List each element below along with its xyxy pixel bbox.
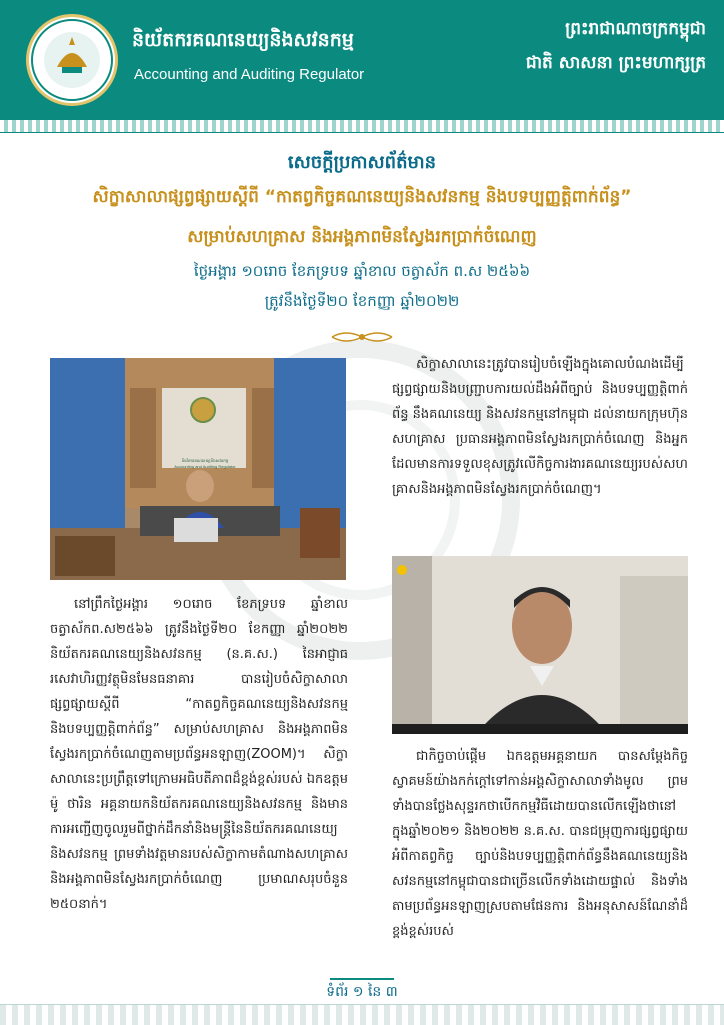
paragraph-opening-remarks: ជាកិច្ចចាប់ផ្តើម ឯកឧត្តមអគ្គនាយក បានសម្តែងកិច្ចស្វាគមន៍យ៉ាងកក់ក្តៅទៅកាន់អង្គសិក្ខាសាលាទាំងមូល ព្រមទាំងបានថ្លែងសុន្ទរកថាបើកកម្មវិធីដោយបានលើកឡើងថានៅក្នុងឆ្នាំ២០២១ និង២០២២ ន.គ.ស. បានជម្រុញការផ្សព្វផ្សាយអំពីកាតព្វកិច្ច ច្បាប់និងបទប្បញ្ញត្តិពាក់ព័ន្ធនឹងគណនេយ្យនិងសវនកម្មនៅកម្ពុជាបានជាច្រើនលើកទាំងដោយផ្ទាល់ និងទាំងតាមប្រព័ន្ធអនឡាញស្របតាមផែនការ និងអនុសាសន៍ណែនាំដ៏ខ្ពង់ខ្ពស់របស់ <box>392 749 688 939</box>
gregorian-date: ត្រូវនឹងថ្ងៃទី២០ ខែកញ្ញា ឆ្នាំ២០២២ <box>264 292 460 310</box>
paragraph-purpose: សិក្ខាសាលានេះត្រូវបានរៀបចំឡើងក្នុងគោលបំណងដើម្បីផ្សព្វផ្សាយនិងបញ្ជ្រាបការយល់ដឹងអំពីច្បាប់ និងបទប្បញ្ញត្តិពាក់ព័ន្ធ នឹងគណនេយ្យ និងសវនកម្មនៅកម្ពុជា ដល់នាយកក្រុមហ៊ុន សហគ្រាស ប្រធានអង្គភាពមិនស្វែងរកប្រាក់ចំណេញ និងអ្នកដែលមានការទទួលខុសត្រូវលើកិច្ចការងារគណនេយ្យរបស់សហគ្រាសនិងអង្គភាពមិនស្វែងរកប្រាក់ចំណេញ។ <box>392 357 688 497</box>
press-release-heading: សេចក្តីប្រកាសព័ត៌មាន <box>287 152 437 173</box>
paragraph-event-details: នៅព្រឹកថ្ងៃអង្គារ ១០រោច ខែភទ្របទ ឆ្នាំខាល ចត្វាស័កព.ស២៥៦៦ ត្រូវនឹងថ្ងៃទី២០ ខែកញ្ញា ឆ្នាំ២០២២ និយ័តករគណនេយ្យនិងសវនកម្ម (ន.គ.ស.) នៃអាជ្ញាធរសេវាហិរញ្ញវត្ថុមិនមែនធនាគារ បានរៀបចំសិក្ខាសាលាផ្សព្វផ្សាយស្តីពី “កាតព្វកិច្ចគណនេយ្យនិងសវនកម្ម និងបទប្បញ្ញត្តិពាក់ព័ន្ធ” សម្រាប់សហគ្រាស និងអង្គភាពមិនស្វែងរកប្រាក់ចំណេញតាមប្រព័ន្ធអនឡាញ(ZOOM)។ សិក្ខាសាលានេះប្រព្រឹត្តទៅក្រោមអធិបតីភាពដ៏ខ្ពង់ខ្ពស់របស់ ឯកឧត្តម ម៉ូ ថារិន អគ្គនាយកនិយ័តករគណនេយ្យនិងសវនកម្ម និងមានការអញ្ជើញចូលរួមពីថ្នាក់ដឹកនាំនិងមន្ត្រីនៃនិយ័តករគណនេយ្យនិងសវនកម្ម ព្រមទាំងវត្តមានរបស់សិក្ខាកាមតំណាងសហគ្រាស និងអង្គភាពមិនស្វែងរកប្រាក់ចំណេញ ប្រមាណសរុបចំនួន ២៥០នាក់។ <box>50 597 348 912</box>
photo-zoom-speaker <box>392 556 688 734</box>
kingdom-motto-line1: ព្រះរាជាណាចក្រកម្ពុជា <box>565 19 706 39</box>
kingdom-motto-line2: ជាតិ សាសនា ព្រះមហាក្សត្រ <box>525 53 706 73</box>
ornament-divider-icon <box>330 328 394 346</box>
org-name-khmer: និយ័តករគណនេយ្យនិងសវនកម្ម <box>132 29 354 51</box>
workshop-title-line2: សម្រាប់សហគ្រាស និងអង្គភាពមិនស្វែងរកប្រាក់ចំណេញ <box>187 227 537 247</box>
photo-director-general-office <box>50 358 346 580</box>
wall-sign-khmer: និយ័តករគណនេយ្យនិងសវនកម្ម <box>181 458 229 463</box>
workshop-title-line1: សិក្ខាសាលាផ្សព្វផ្សាយស្តីពី “កាតព្វកិច្ចគណនេយ្យនិងសវនកម្ម និងបទប្បញ្ញត្តិពាក់ព័ន្ធ” <box>92 187 632 207</box>
wall-sign <box>168 458 242 470</box>
header-banner <box>0 0 724 120</box>
header-pattern-divider <box>0 120 724 133</box>
page-number: ទំព័រ ១ នៃ ៣ <box>326 984 398 1000</box>
lunar-date: ថ្ងៃអង្គារ ១០រោច ខែភទ្របទ ឆ្នាំខាល ចត្វាស័ក ព.ស ២៥៦៦ <box>193 262 531 280</box>
aar-logo <box>26 14 118 106</box>
footer-divider <box>330 978 394 980</box>
org-name-english: Accounting and Auditing Regulator <box>134 66 365 83</box>
footer-pattern <box>0 1004 724 1025</box>
wall-sign-english: Accounting and Auditing Regulator <box>174 464 236 469</box>
